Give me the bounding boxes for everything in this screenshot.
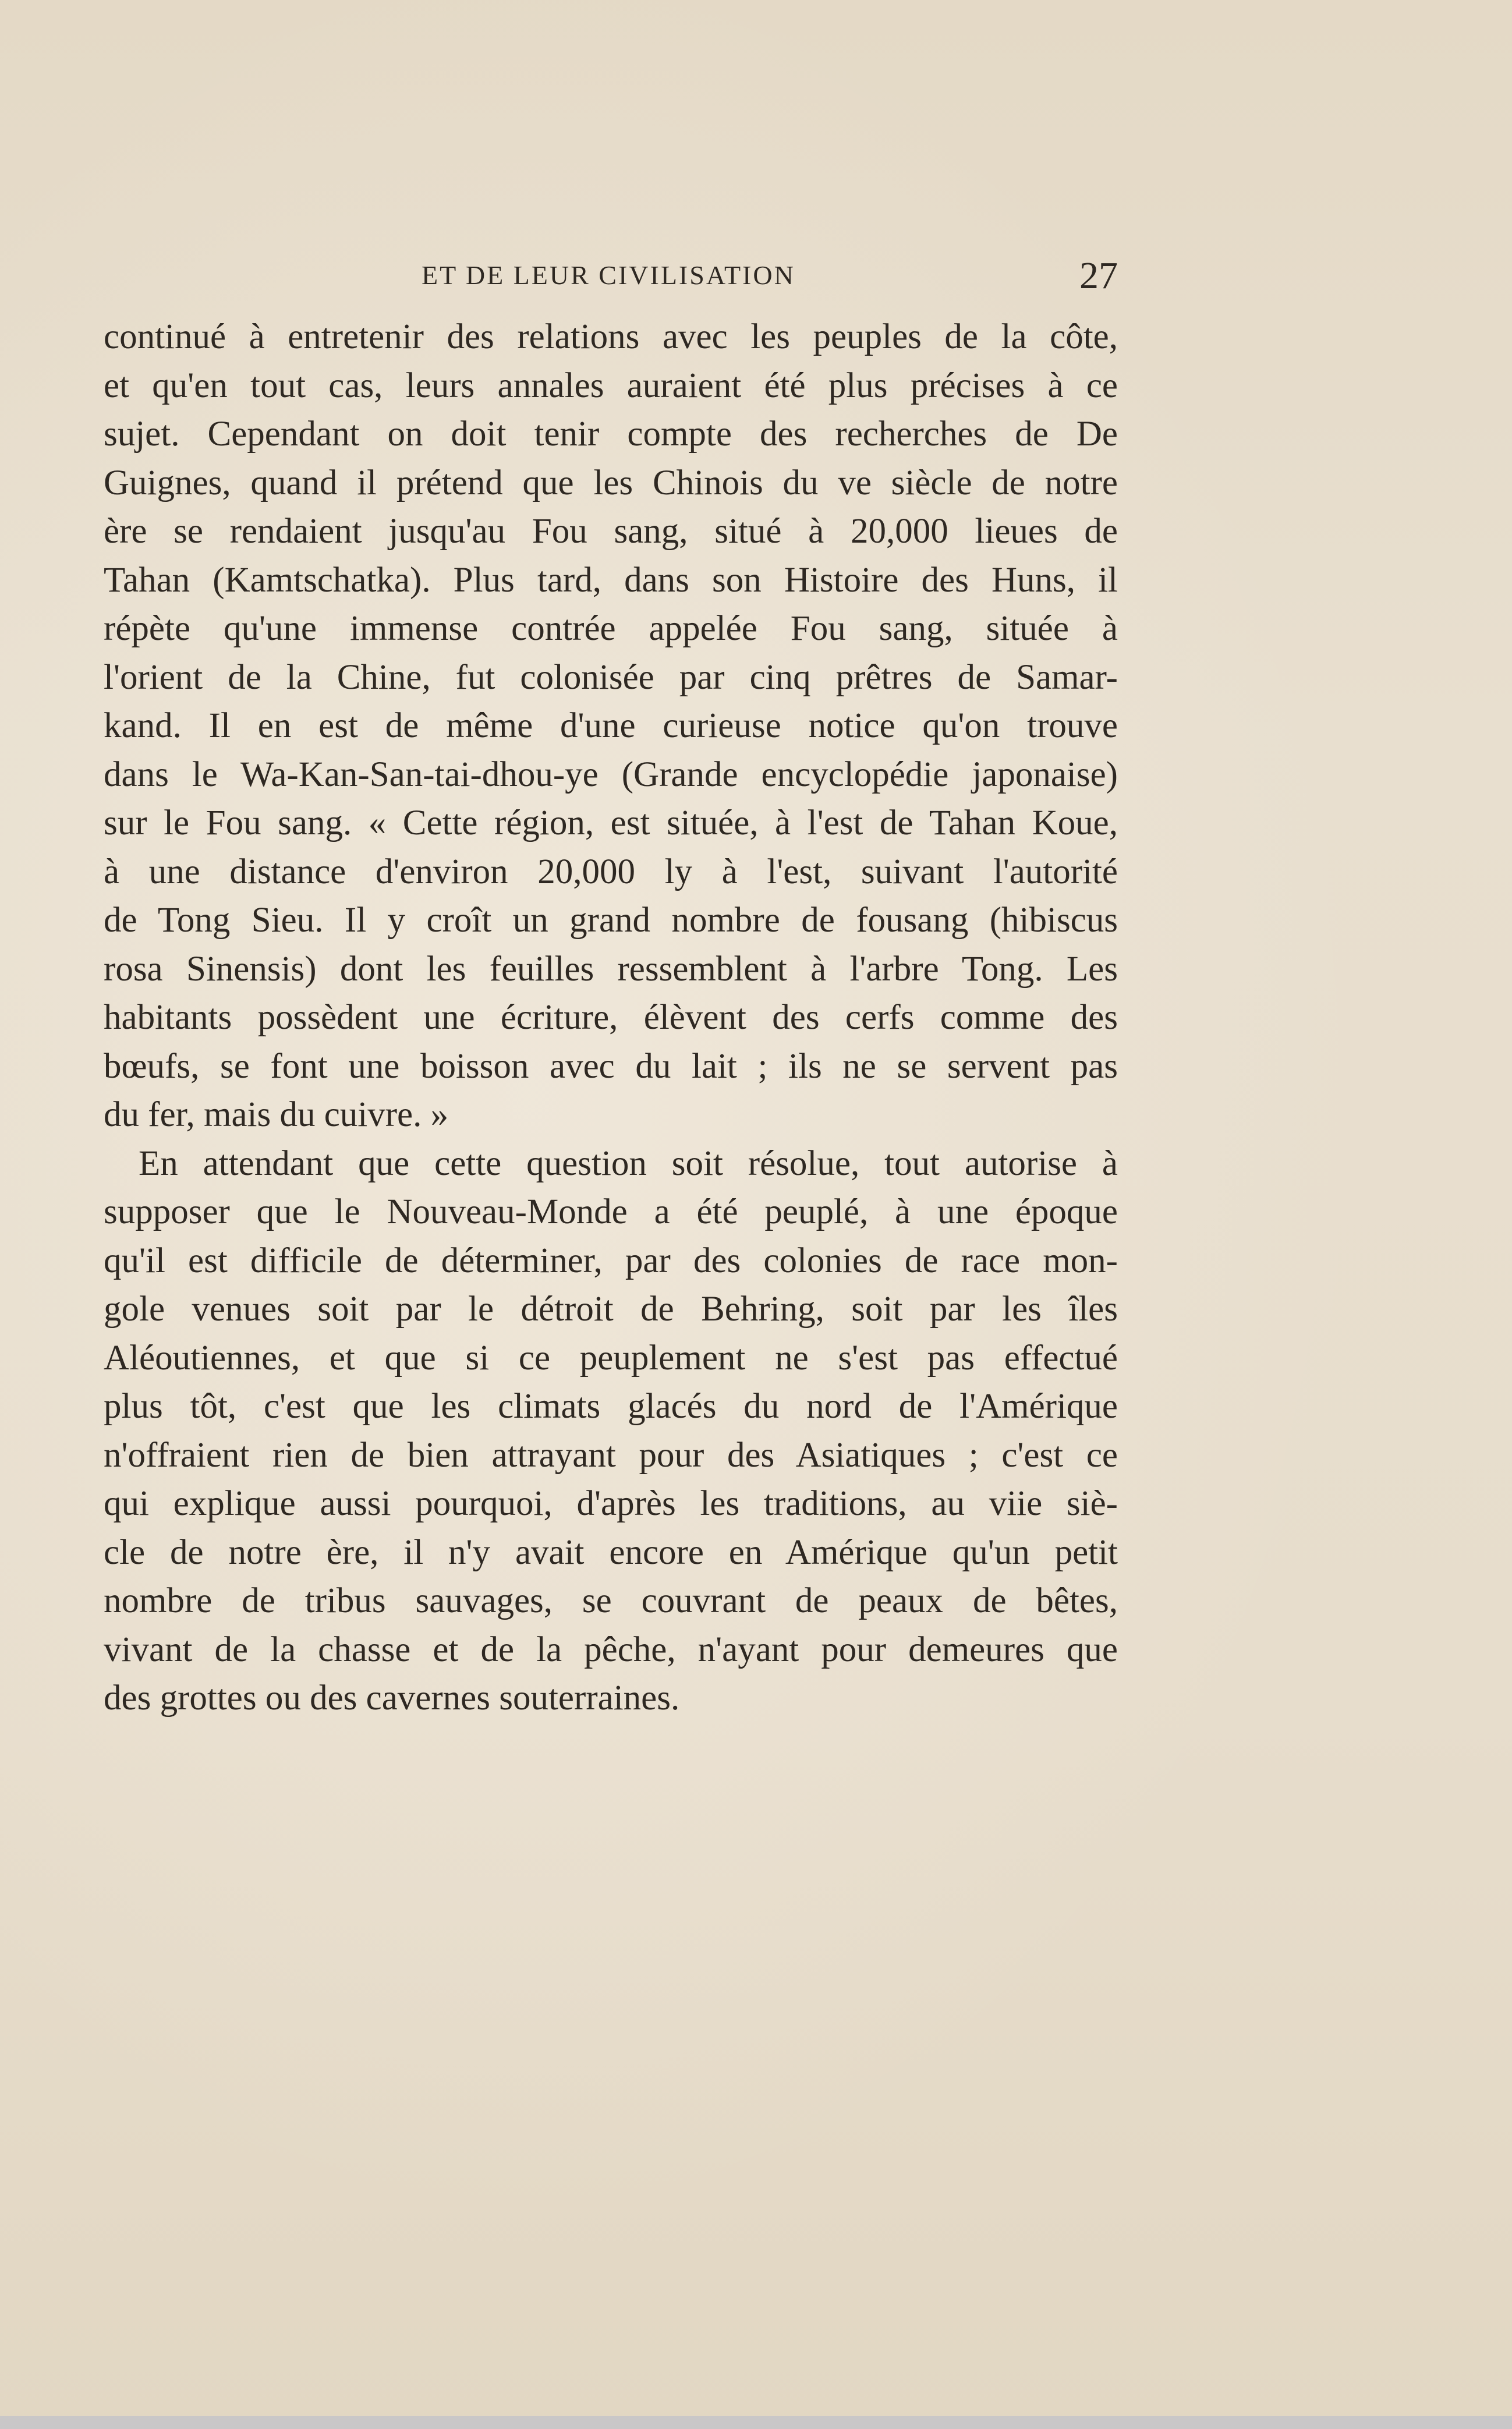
text-line: de Tong Sieu. Il y croît un grand nombre de fousang (hibiscus [104, 901, 1118, 940]
text-line: nombre de tribus sauvages, se couvrant de peaux de bêtes, [104, 1581, 1118, 1620]
text-line: l'orient de la Chine, fut colonisée par cinq prêtres de Samar- [104, 657, 1118, 697]
text-line: Tahan (Kamtschatka). Plus tard, dans son Histoire des Huns, il [104, 560, 1118, 600]
text-line: qui explique aussi pourquoi, d'après les traditions, au viie siè- [104, 1484, 1118, 1523]
text-line: Guignes, quand il prétend que les Chinois du ve siècle de notre [104, 463, 1118, 502]
text-line: du fer, mais du cuivre. » [104, 1095, 449, 1134]
text-line: cle de notre ère, il n'y avait encore en Amérique qu'un petit [104, 1532, 1118, 1572]
page-number: 27 [1079, 254, 1118, 297]
text-line: rosa Sinensis) dont les feuilles ressemblent à l'arbre Tong. Les [104, 949, 1118, 989]
text-line: qu'il est difficile de déterminer, par des colonies de race mon- [104, 1241, 1118, 1280]
scan-edge-strip [0, 2416, 1512, 2429]
text-line: bœufs, se font une boisson avec du lait ; ils ne se servent pas [104, 1046, 1118, 1086]
paragraph-1 [104, 313, 1118, 1139]
body-text [104, 313, 1118, 1723]
text-line: des grottes ou des cavernes souterraines. [104, 1679, 680, 1718]
running-title: ET DE LEUR CIVILISATION [422, 260, 795, 290]
text-line: kand. Il en est de même d'une curieuse notice qu'on trouve [104, 706, 1118, 745]
text-line: supposer que le Nouveau-Monde a été peuplé, à une époque [104, 1192, 1118, 1231]
text-line: vivant de la chasse et de la pêche, n'ayant pour demeures que [104, 1630, 1118, 1669]
paragraph-2 [104, 1139, 1118, 1723]
text-line: En attendant que cette question soit résolue, tout autorise à [139, 1143, 1118, 1183]
text-line: plus tôt, c'est que les climats glacés du nord de l'Amérique [104, 1387, 1118, 1426]
text-line: ère se rendaient jusqu'au Fou sang, situé à 20,000 lieues de [104, 512, 1118, 551]
text-line: Aléoutiennes, et que si ce peuplement ne s'est pas effectué [104, 1338, 1118, 1378]
text-line: et qu'en tout cas, leurs annales auraient été plus précises à ce [104, 366, 1118, 405]
text-line: répète qu'une immense contrée appelée Fou sang, située à [104, 609, 1118, 648]
text-line: à une distance d'environ 20,000 ly à l'est, suivant l'autorité [104, 852, 1118, 891]
page-header [104, 254, 1118, 300]
text-line: gole venues soit par le détroit de Behring, soit par les îles [104, 1290, 1118, 1329]
text-line: n'offraient rien de bien attrayant pour des Asiatiques ; c'est ce [104, 1435, 1118, 1475]
text-line: continué à entretenir des relations avec les peuples de la côte, [104, 317, 1118, 356]
text-line: dans le Wa-Kan-San-tai-dhou-ye (Grande encyclopédie japonaise) [104, 755, 1118, 794]
text-line: sur le Fou sang. « Cette région, est située, à l'est de Tahan Koue, [104, 803, 1118, 842]
text-line: sujet. Cependant on doit tenir compte des recherches de De [104, 415, 1118, 454]
text-line: habitants possèdent une écriture, élèvent des cerfs comme des [104, 998, 1118, 1037]
